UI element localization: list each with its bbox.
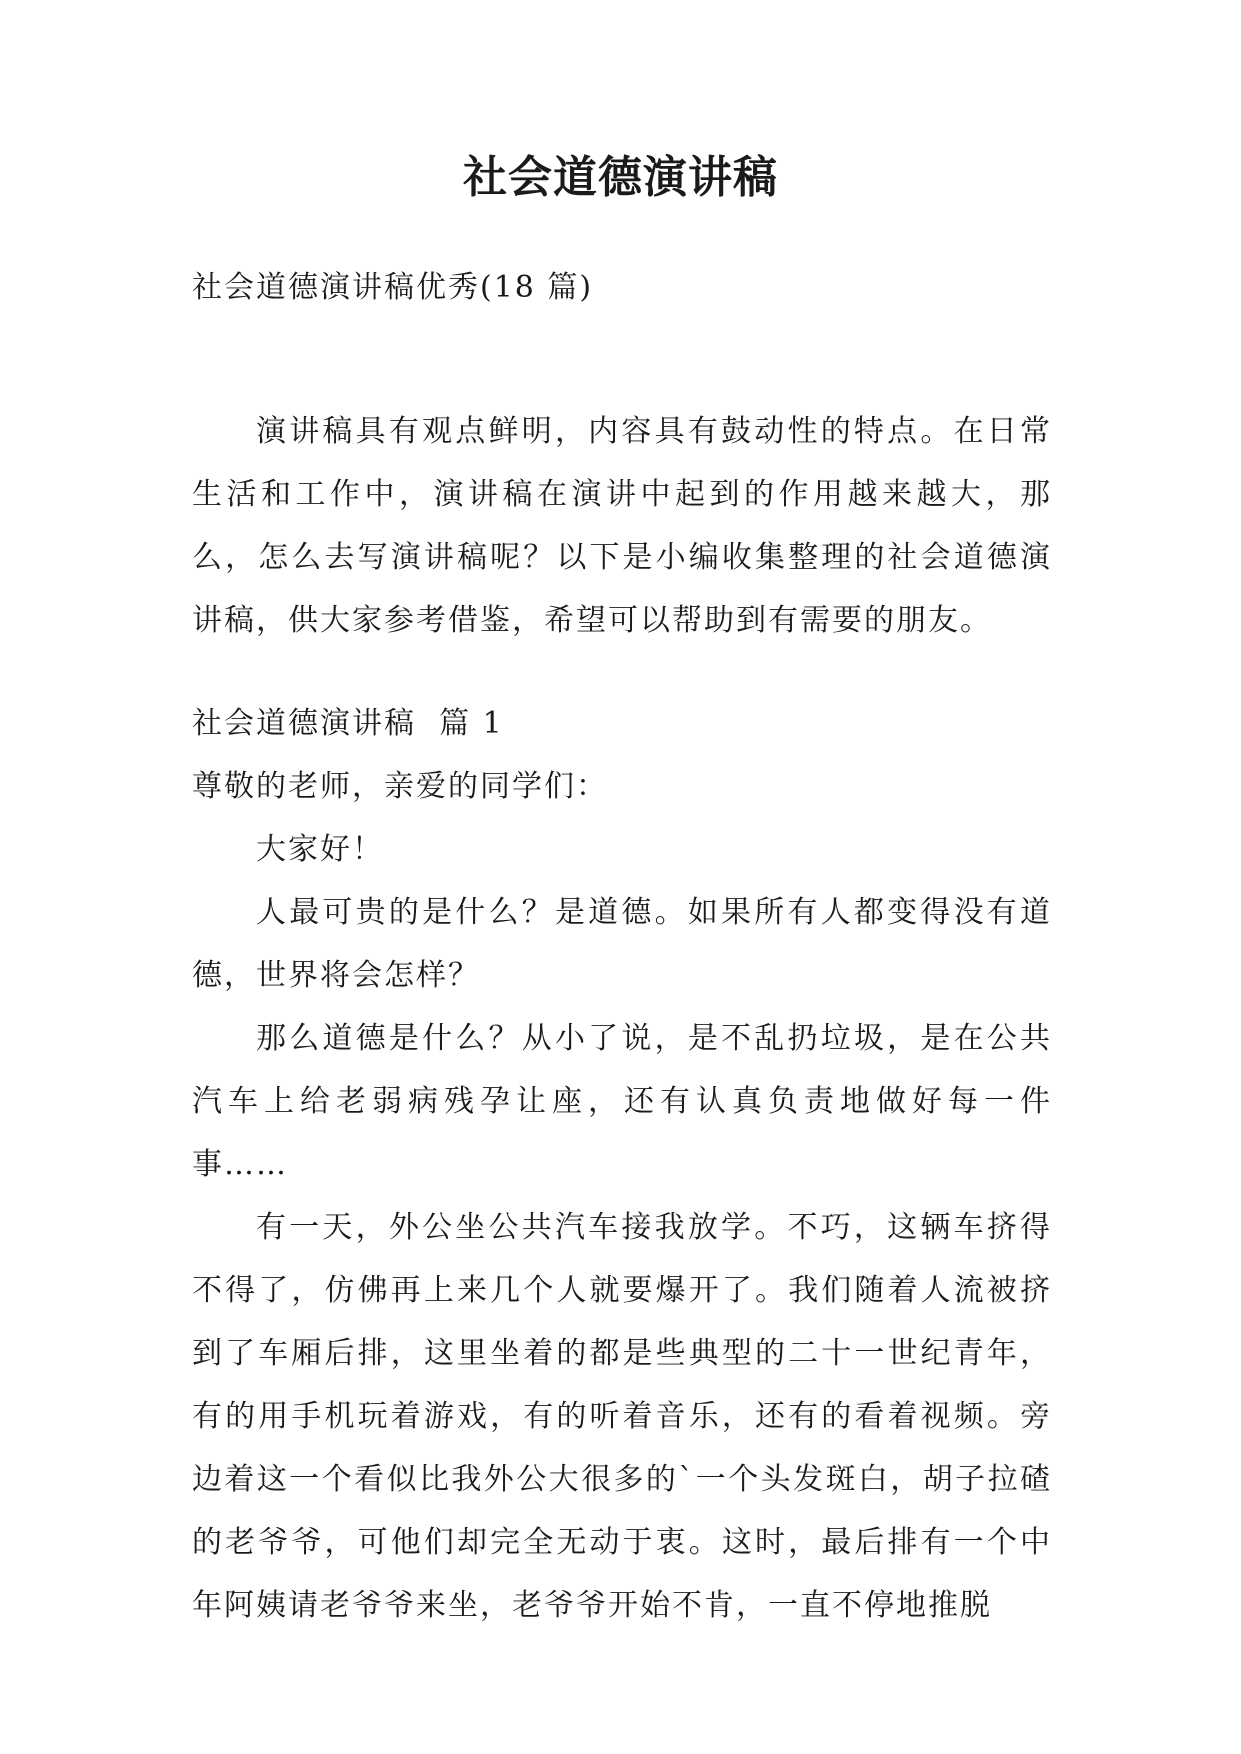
body-paragraph: 大家好！ [256, 832, 384, 867]
body-paragraph: 人最可贵的是什么？是道德。如果所有人都变得没有道德，世界将会怎样？ [192, 895, 1052, 993]
document-subtitle: 社会道德演讲稿优秀(18 篇) [192, 270, 594, 305]
intro-block [192, 400, 1052, 652]
document-title: 社会道德演讲稿 [463, 152, 778, 203]
body-paragraph: 有一天，外公坐公共汽车接我放学。不巧，这辆车挤得不得了，仿佛再上来几个人就要爆开了。我们随着人流被挤到了车厢后排，这里坐着的都是些典型的二十一世纪青年，有的用手机玩着游戏，有的听着音乐，还有的看着视频。旁边着这一个看似比我外公大很多的`一个头发斑白，胡子拉碴的老爷爷，可他们却完全无动于衷。这时，最后排有一个中年阿姨请老爷爷来坐，老爷爷开始不肯，一直不停地推脱 [192, 1210, 1052, 1623]
salutation: 尊敬的老师，亲爱的同学们： [192, 769, 608, 804]
body-paragraph: 那么道德是什么？从小了说，是不乱扔垃圾，是在公共汽车上给老弱病残孕让座，还有认真负责地做好每一件事…… [192, 1021, 1052, 1182]
intro-paragraph: 演讲稿具有观点鲜明，内容具有鼓动性的特点。在日常生活和工作中，演讲稿在演讲中起到的作用越来越大，那么，怎么去写演讲稿呢？以下是小编收集整理的社会道德演讲稿，供大家参考借鉴，希望可以帮助到有需要的朋友。 [192, 414, 1052, 638]
section-heading: 社会道德演讲稿 篇 1 [192, 706, 504, 741]
section-1 [192, 692, 1052, 1637]
